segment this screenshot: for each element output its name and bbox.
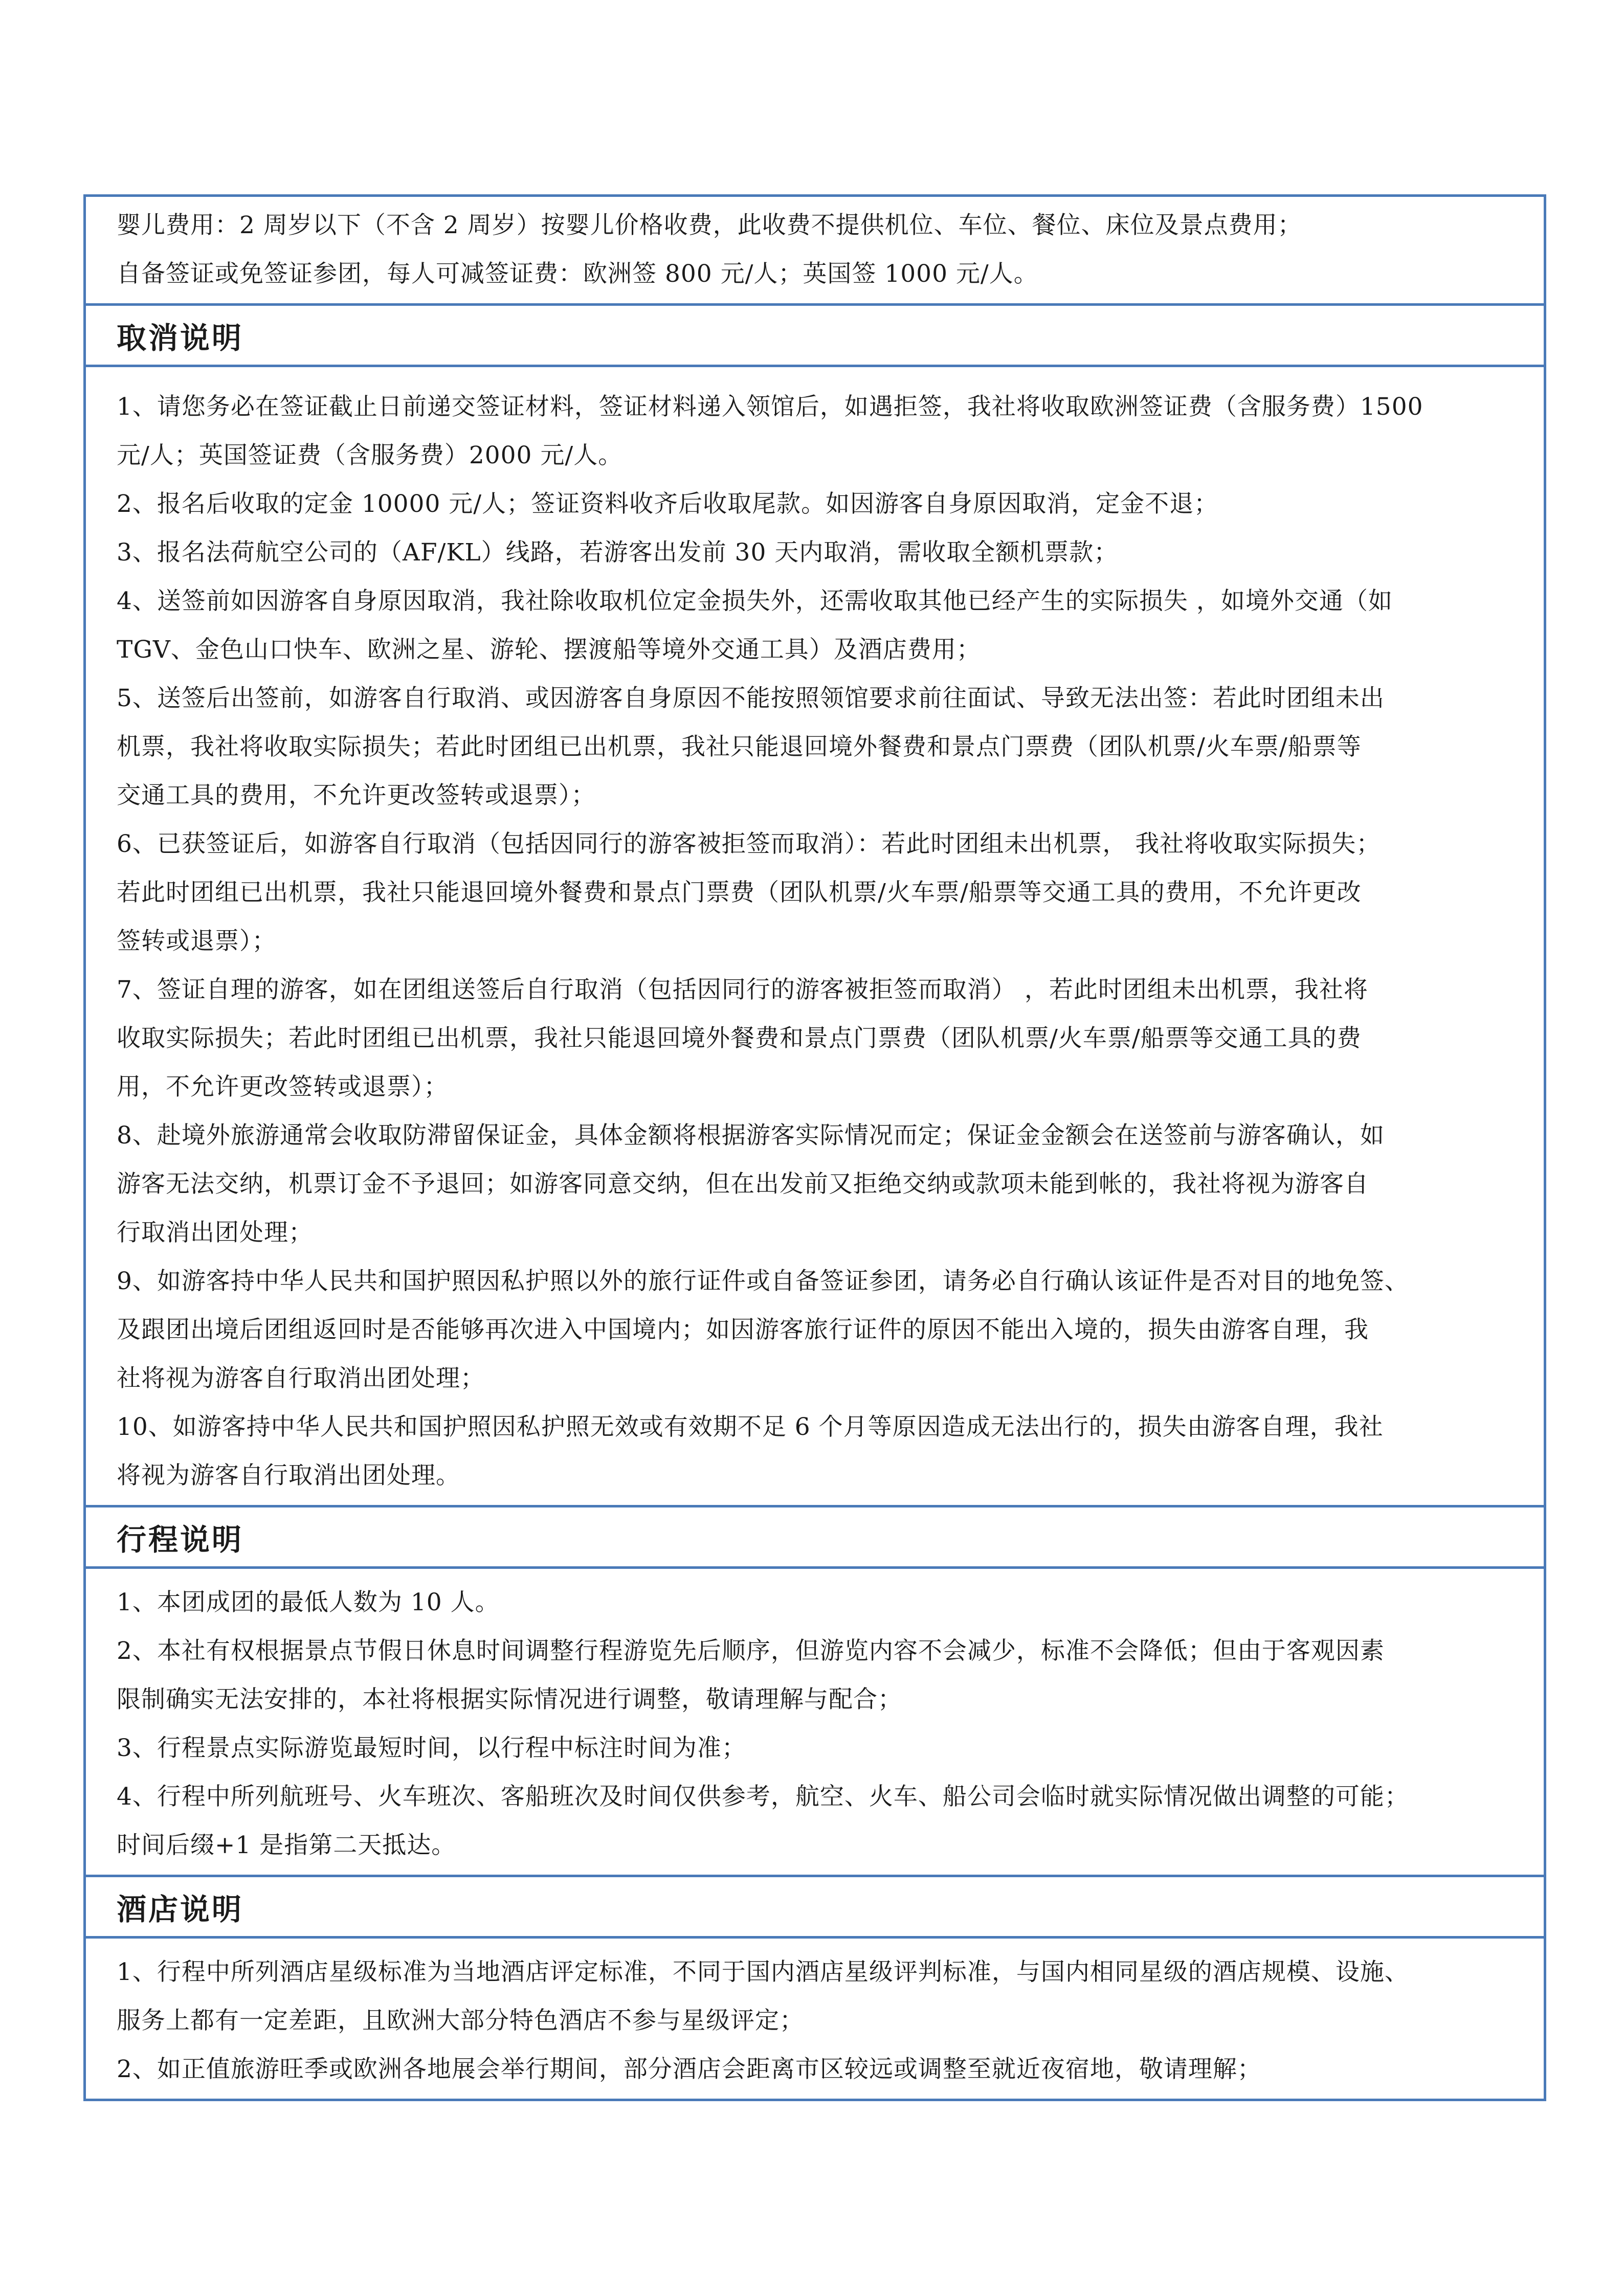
- cancel-line: 3、报名法荷航空公司的（AF/KL）线路，若游客出发前 30 天内取消，需收取全额机票款；: [117, 538, 1119, 567]
- itinerary-line: 2、本社有权根据景点节假日休息时间调整行程游览先后顺序，但游览内容不会减少，标准不会降低；但由于客观因素: [117, 1637, 1385, 1665]
- fee-line: 自备签证或免签证参团，每人可减签证费：欧洲签 800 元/人；英国签 1000 元/人。: [117, 260, 1038, 288]
- itinerary-line: 时间后缀+1 是指第二天抵达。: [117, 1831, 456, 1859]
- hotel-section: [86, 1939, 1544, 2099]
- cancel-line: 社将视为游客自行取消出团处理；: [117, 1364, 485, 1392]
- cancel-line: 10、如游客持中华人民共和国护照因私护照无效或有效期不足 6 个月等原因造成无法出行的，损失由游客自理，我社: [117, 1413, 1384, 1441]
- itinerary-section: [86, 1569, 1544, 1877]
- cancel-line: 将视为游客自行取消出团处理。: [117, 1461, 460, 1490]
- hotel-heading: 酒店说明: [86, 1877, 1544, 1939]
- cancel-line: 7、签证自理的游客，如在团组送签后自行取消（包括因同行的游客被拒签而取消） ，若此时团组未出机票，我社将: [117, 976, 1368, 1004]
- itinerary-line: 3、行程景点实际游览最短时间，以行程中标注时间为准；: [117, 1734, 746, 1762]
- cancel-line: 1、请您务必在签证截止日前递交签证材料，签证材料递入领馆后，如遇拒签，我社将收取欧洲签证费（含服务费）1500: [117, 393, 1423, 421]
- cancel-line: 2、报名后收取的定金 10000 元/人；签证资料收齐后收取尾款。如因游客自身原因取消，定金不退；: [117, 490, 1219, 518]
- itinerary-line: 限制确实无法安排的，本社将根据实际情况进行调整，敬请理解与配合；: [117, 1685, 902, 1714]
- itinerary-heading: 行程说明: [86, 1507, 1544, 1569]
- cancel-line: 用，不允许更改签转或退票）；: [117, 1073, 449, 1101]
- cancel-line: 游客无法交纳，机票订金不予退回；如游客同意交纳，但在出发前又拒绝交纳或款项未能到帐的，我社将视为游客自: [117, 1170, 1369, 1198]
- cancel-line: TGV、金色山口快车、欧洲之星、游轮、摆渡船等境外交通工具）及酒店费用；: [117, 636, 981, 664]
- cancel-line: 6、已获签证后，如游客自行取消（包括因同行的游客被拒签而取消）：若此时团组未出机票， 我社将收取实际损失；: [117, 830, 1381, 858]
- cancel-line: 收取实际损失；若此时团组已出机票，我社只能退回境外餐费和景点门票费（团队机票/火车票/船票等交通工具的费: [117, 1024, 1362, 1052]
- cancel-line: 9、如游客持中华人民共和国护照因私护照以外的旅行证件或自备签证参团，请务必自行确认该证件是否对目的地免签、: [117, 1267, 1409, 1295]
- fee-line: 婴儿费用：2 周岁以下（不含 2 周岁）按婴儿价格收费，此收费不提供机位、车位、餐位、床位及景点费用；: [117, 211, 1302, 239]
- cancel-line: 8、赴境外旅游通常会收取防滞留保证金，具体金额将根据游客实际情况而定；保证金金额会在送签前与游客确认，如: [117, 1121, 1385, 1150]
- cancel-line: 及跟团出境后团组返回时是否能够再次进入中国境内；如因游客旅行证件的原因不能出入境的，损失由游客自理，我: [117, 1316, 1369, 1344]
- cancel-line: 5、送签后出签前，如游客自行取消、或因游客自身原因不能按照领馆要求前往面试、导致无法出签：若此时团组未出: [117, 684, 1385, 712]
- cancel-line: 元/人；英国签证费（含服务费）2000 元/人。: [117, 441, 623, 469]
- cancel-line: 机票，我社将收取实际损失；若此时团组已出机票，我社只能退回境外餐费和景点门票费（团队机票/火车票/船票等: [117, 733, 1362, 761]
- cancel-section: [86, 367, 1544, 1507]
- cancel-line: 行取消出团处理；: [117, 1219, 313, 1247]
- cancel-line: 签转或退票）；: [117, 927, 277, 955]
- itinerary-line: 4、行程中所列航班号、火车班次、客船班次及时间仅供参考，航空、火车、船公司会临时就实际情况做出调整的可能；: [117, 1783, 1409, 1811]
- fees-section: [86, 197, 1544, 306]
- hotel-line: 服务上都有一定差距，且欧洲大部分特色酒店不参与星级评定；: [117, 2007, 804, 2035]
- hotel-line: 2、如正值旅游旺季或欧洲各地展会举行期间，部分酒店会距离市区较远或调整至就近夜宿地，敬请理解；: [117, 2055, 1262, 2083]
- cancel-line: 若此时团组已出机票，我社只能退回境外餐费和景点门票费（团队机票/火车票/船票等交通工具的费用，不允许更改: [117, 879, 1362, 907]
- cancel-heading: 取消说明: [86, 306, 1544, 367]
- cancel-line: 交通工具的费用，不允许更改签转或退票）；: [117, 781, 596, 809]
- cancel-line: 4、送签前如因游客自身原因取消，我社除收取机位定金损失外，还需收取其他已经产生的实际损失 ，如境外交通（如: [117, 587, 1393, 615]
- itinerary-line: 1、本团成团的最低人数为 10 人。: [117, 1588, 500, 1616]
- terms-table: [83, 194, 1546, 2101]
- hotel-line: 1、行程中所列酒店星级标准为当地酒店评定标准，不同于国内酒店星级评判标准，与国内相同星级的酒店规模、设施、: [117, 1958, 1409, 1986]
